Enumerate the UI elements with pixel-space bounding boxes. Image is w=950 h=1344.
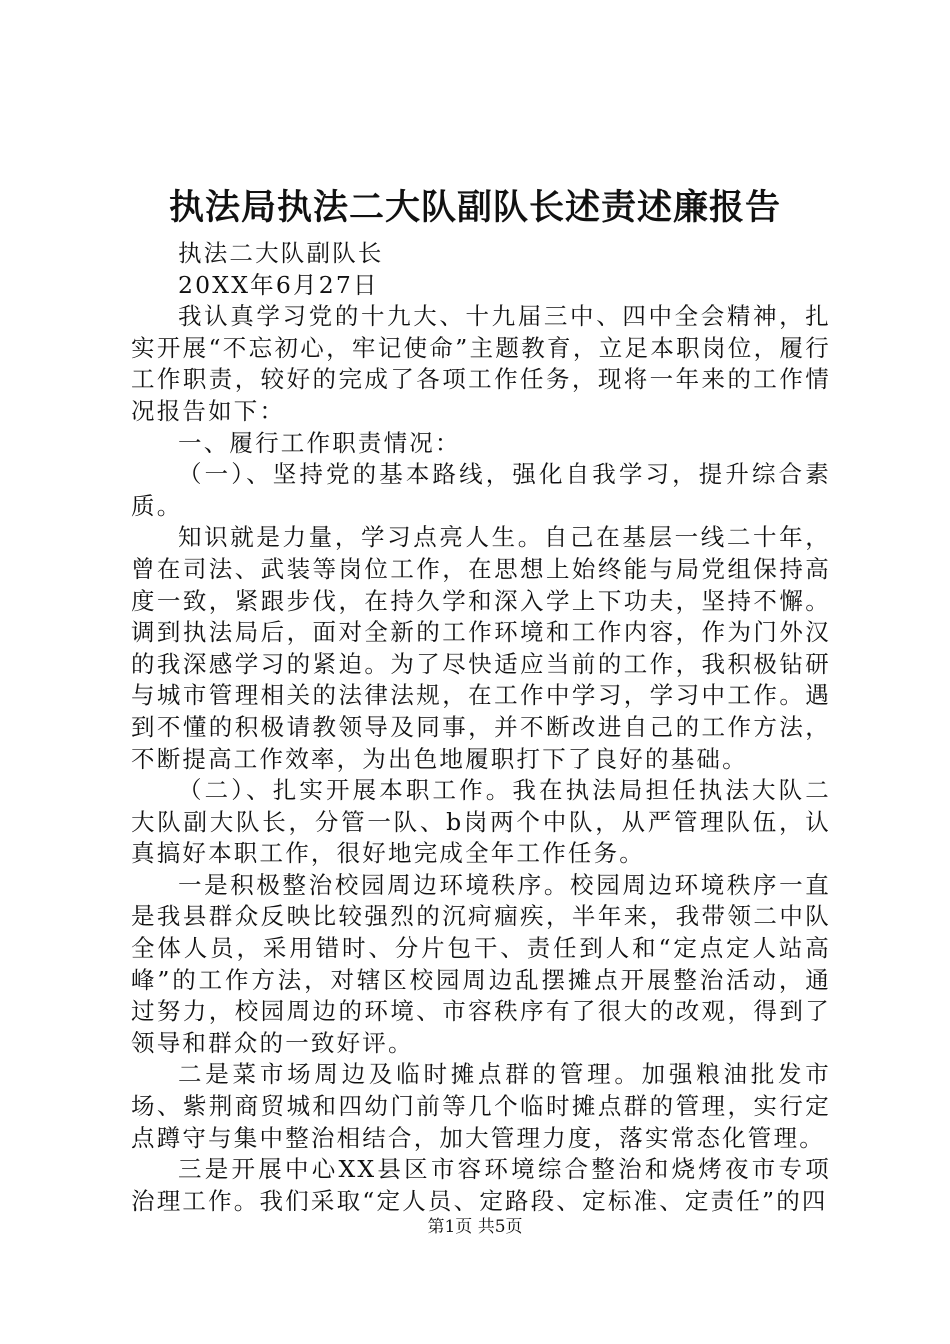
subsection-heading-1: （一）、坚持党的基本路线，强化自我学习，提升综合素质。 [131,460,831,520]
document-body [131,238,831,1217]
date-line: 20XX年6月27日 [178,270,379,299]
body-paragraph: 知识就是力量，学习点亮人生。自己在基层一线二十年，曾在司法、武装等岗位工作，在思想上始终能与局党组保持高度一致，紧跟步伐，在持久学和深入学上下功夫，坚持不懈。调到执法局后，面对全新的工作环境和工作内容，作为门外汉的我深感学习的紧迫。为了尽快适应当前的工作，我积极钻研与城市管理相关的法律法规，在工作中学习，学习中工作。遇到不懂的积极请教领导及同事，并不断改进自己的工作方法，不断提高工作效率，为出色地履职打下了良好的基础。 [131,523,831,773]
body-paragraph: 三是开展中心XX县区市容环境综合整治和烧烤夜市专项治理工作。我们采取“定人员、定路段、定标准、定责任”的四 [131,1155,831,1215]
body-paragraph: 一是积极整治校园周边环境秩序。校园周边环境秩序一直是我县群众反映比较强烈的沉疴痼疾，半年来，我带领二中队全体人员，采用错时、分片包干、责任到人和“定点定人站高峰”的工作方法，对辖区校园周边乱摆摊点开展整治活动，通过努力，校园周边的环境、市容秩序有了很大的改观，得到了领导和群众的一致好评。 [131,870,831,1057]
body-paragraph: 二是菜市场周边及临时摊点群的管理。加强粮油批发市场、紫荆商贸城和四幼门前等几个临时摊点群的管理，实行定点蹲守与集中整治相结合，加大管理力度，落实常态化管理。 [131,1060,831,1152]
author-line: 执法二大队副队长 [178,239,384,267]
document-title: 执法局执法二大队副队长述责述廉报告 [168,187,781,228]
page-number-footer: 第1页 共5页 [427,1217,523,1237]
subsection-heading-2: （二）、扎实开展本职工作。我在执法局担任执法大队二大队副大队长，分管一队、b岗两个中队，从严管理队伍，认真搞好本职工作，很好地完成全年工作任务。 [131,776,831,868]
intro-paragraph: 我认真学习党的十九大、十九届三中、四中全会精神，扎实开展“不忘初心，牢记使命”主题教育，立足本职岗位，履行工作职责，较好的完成了各项工作任务，现将一年来的工作情况报告如下： [131,302,831,425]
section-heading: 一、履行工作职责情况： [178,428,461,457]
